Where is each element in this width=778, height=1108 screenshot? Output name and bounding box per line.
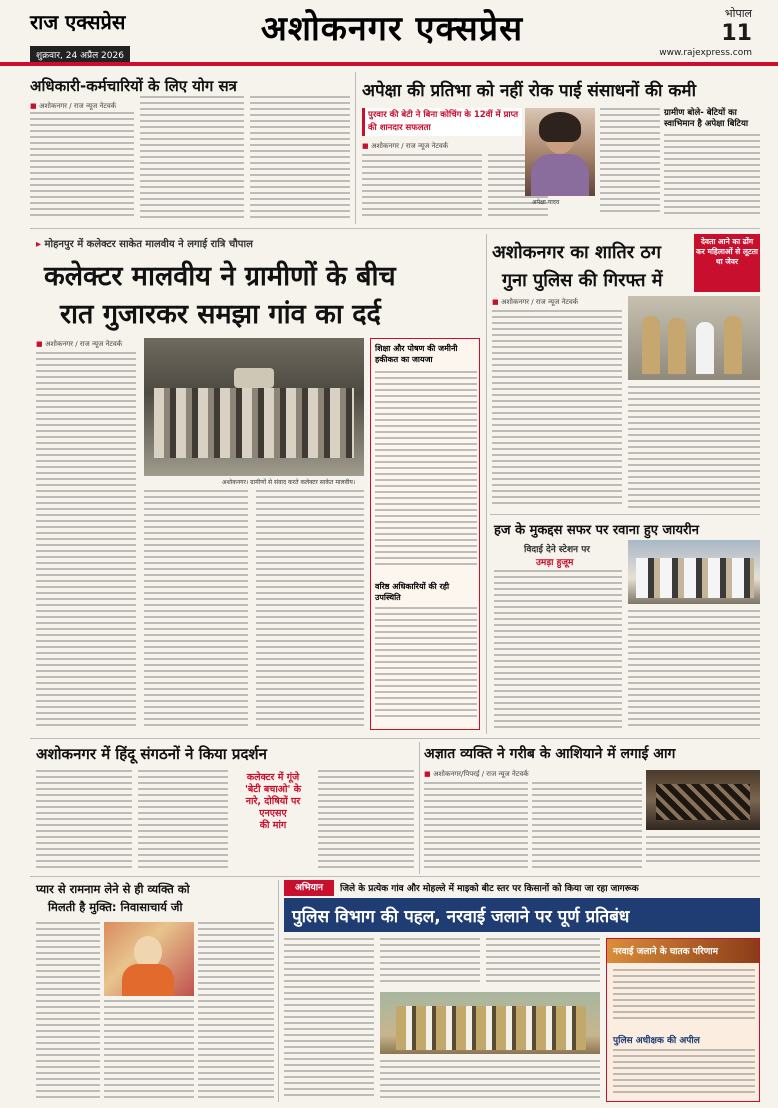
police-photo: [380, 992, 600, 1054]
haj-body-col1: [494, 570, 622, 732]
police-body-col3: [380, 1060, 600, 1102]
collector-photo-caption: अशोकनगर। ग्रामीणों से संवाद करते कलेक्टर साकेत मालवीय।: [222, 479, 356, 486]
section-divider-3: [30, 738, 760, 739]
aag-photo: [646, 770, 760, 830]
collector-headline-1: कलेक्टर मालवीय ने ग्रामीणों के बीच: [44, 261, 396, 292]
collector-photo: [144, 338, 364, 476]
police-headline: पुलिस विभाग की पहल, नरवाई जलाने पर पूर्ण प्रतिबंध: [292, 907, 630, 927]
haj-headline: हज के मुकद्दस सफर पर रवाना हुए जायरीन: [494, 523, 699, 538]
police-side-box-head: नरवाई जलाने के घातक परिणाम: [613, 947, 719, 957]
hindu-quote-line2: 'बेटी बचाओ' के: [244, 784, 302, 795]
pratibha-headline: अपेक्षा की प्रतिभा को नहीं रोक पाई संसाधनों की कमी: [362, 81, 696, 101]
brand-logo: राज एक्सप्रेस: [30, 10, 126, 34]
pratibha-photo-caption: अपेक्षा यादव: [532, 199, 560, 206]
aag-body-col1: [424, 782, 528, 870]
police-body-col2: [380, 938, 480, 988]
yoga-byline: ■ अशोकनगर / राज न्यूज नेटवर्क: [30, 102, 117, 110]
police-headline-bar: [284, 898, 760, 932]
ram-photo: [104, 922, 194, 996]
pratibha-byline-text: अशोकनगर / राज न्यूज नेटवर्क: [371, 142, 449, 150]
hindu-body-col1: [36, 770, 132, 870]
hindu-quote-line5: की मांग: [259, 820, 287, 831]
haj-photo: [628, 540, 760, 604]
column-divider-2: [486, 234, 487, 734]
hindu-body-col3: [318, 770, 414, 870]
hindu-quote-line1: कलेक्टर में गूंजे: [246, 772, 300, 783]
collector-headline-2: रात गुजारकर समझा गांव का दर्द: [60, 299, 381, 330]
thag-byline: ■ अशोकनगर / राज न्यूज नेटवर्क: [492, 298, 579, 306]
police-body-col1: [284, 938, 374, 1102]
collector-body-col1: [36, 352, 136, 732]
police-side-box: [606, 938, 760, 1102]
aag-body-col2: [532, 782, 642, 870]
collector-box2-body: [375, 607, 477, 725]
police-side-box-body: [613, 969, 755, 1027]
pratibha-side-body: [664, 134, 760, 222]
police-side-box2-head: पुलिस अधीक्षक की अपील: [613, 1036, 700, 1046]
section-divider-2: [490, 514, 760, 515]
page-title: अशोकनगर एक्सप्रेस: [260, 9, 524, 49]
masthead: [0, 0, 778, 66]
collector-body-col2: [144, 490, 248, 732]
haj-subhead-1: विदाई देने स्टेशन पर: [524, 545, 590, 555]
section-divider-4: [30, 876, 760, 877]
aag-body-col3: [646, 836, 760, 870]
collector-byline-text: अशोकनगर / राज न्यूज नेटवर्क: [45, 340, 123, 348]
pratibha-side-head: ग्रामीण बोले- बेटियों का स्वाभिमान है अपेक्षा बिटिया: [664, 108, 749, 129]
thag-tag: देवता आने का ढोंग कर महिलाओं से लूटता था जेवर: [694, 234, 760, 292]
aag-byline: ■ अशोकनगर/पिपरई / राज न्यूज नेटवर्क: [424, 770, 529, 778]
collector-kicker-text: मोहनपुर में कलेक्टर साकेत मालवीय ने लगाई रात्रि चौपाल: [44, 239, 253, 250]
collector-byline: ■ अशोकनगर / राज न्यूज नेटवर्क: [36, 340, 123, 348]
collector-kicker: ▸ मोहनपुर में कलेक्टर साकेत मालवीय ने लगाई रात्रि चौपाल: [36, 239, 253, 250]
hindu-body-col2: [138, 770, 228, 870]
ram-body-col1: [36, 922, 100, 1102]
yoga-body-col3: [250, 96, 350, 222]
police-body-col4: [486, 938, 600, 988]
thag-body-col1: [492, 310, 622, 510]
hindu-headline: अशोकनगर में हिंदू संगठनों ने किया प्रदर्शन: [36, 745, 267, 763]
aag-headline: अज्ञात व्यक्ति ने गरीब के आशियाने में लगाई आग: [424, 746, 676, 762]
haj-body-col2: [628, 610, 760, 732]
pratibha-photo: [525, 108, 595, 196]
edition-info: [721, 6, 752, 46]
pratibha-body-col3: [600, 108, 660, 222]
thag-headline-2: गुना पुलिस की गिरफ्त में: [502, 270, 663, 291]
section-divider: [30, 228, 760, 229]
column-divider-4: [278, 880, 279, 1102]
police-side-box2-body: [613, 1049, 755, 1099]
yoga-byline-text: अशोकनगर / राज न्यूज नेटवर्क: [39, 102, 117, 110]
ram-body-col3: [198, 922, 274, 1102]
pratibha-subhead: पुरवार की बेटी ने बिना कोचिंग के 12वीं में प्राप्त की शानदार सफलता: [362, 108, 522, 136]
ram-headline-1: प्यार से रामनाम लेने से ही व्यक्ति को: [36, 882, 190, 896]
thag-byline-text: अशोकनगर / राज न्यूज नेटवर्क: [501, 298, 579, 306]
aag-byline-text: अशोकनगर/पिपरई / राज न्यूज नेटवर्क: [433, 770, 529, 778]
yoga-headline: अधिकारी-कर्मचारियों के लिए योग सत्र: [30, 77, 237, 95]
masthead-divider: [0, 62, 778, 66]
yoga-body-col1: [30, 112, 134, 222]
collector-box2-head: वरिष्ठ अधिकारियों की रही उपस्थिति: [375, 582, 450, 602]
column-divider: [355, 72, 356, 224]
website-link[interactable]: www.rajexpress.com: [659, 48, 752, 58]
police-kicker-label: अभियान: [284, 880, 334, 896]
thag-photo: [628, 296, 760, 380]
hindu-quote-line3: नारे, दोषियों पर: [245, 796, 301, 807]
ram-body-col2: [104, 1000, 194, 1102]
pratibha-body-col1: [362, 154, 482, 222]
thag-body-col2: [628, 386, 760, 510]
ram-headline-2: मिलती है मुक्ति: निवासाचार्य जी: [48, 900, 183, 914]
collector-box-head: शिक्षा और पोषण की जमीनी हकीकत का जायजा: [375, 344, 458, 364]
collector-body-col3: [256, 490, 364, 732]
page-number: 11: [721, 21, 752, 46]
collector-box-body: [375, 371, 477, 571]
haj-subhead-2: उमड़ा हुजूम: [536, 558, 574, 568]
column-divider-3: [419, 742, 420, 874]
thag-headline-1: अशोकनगर का शातिर ठग: [492, 242, 662, 263]
hindu-quote-line4: एनएसए: [259, 808, 287, 819]
collector-box: [370, 338, 480, 730]
police-kicker: जिले के प्रत्येक गांव और मोहल्ले में माइको बीट स्तर पर किसानों को किया जा रहा जागरूक: [340, 884, 639, 894]
issue-date: शुक्रवार, 24 अप्रैल 2026: [30, 46, 130, 63]
edition-city: भोपाल: [724, 7, 752, 20]
pratibha-byline: ■ अशोकनगर / राज न्यूज नेटवर्क: [362, 142, 449, 150]
hindu-quote: [232, 772, 314, 868]
yoga-body-col2: [140, 96, 244, 222]
